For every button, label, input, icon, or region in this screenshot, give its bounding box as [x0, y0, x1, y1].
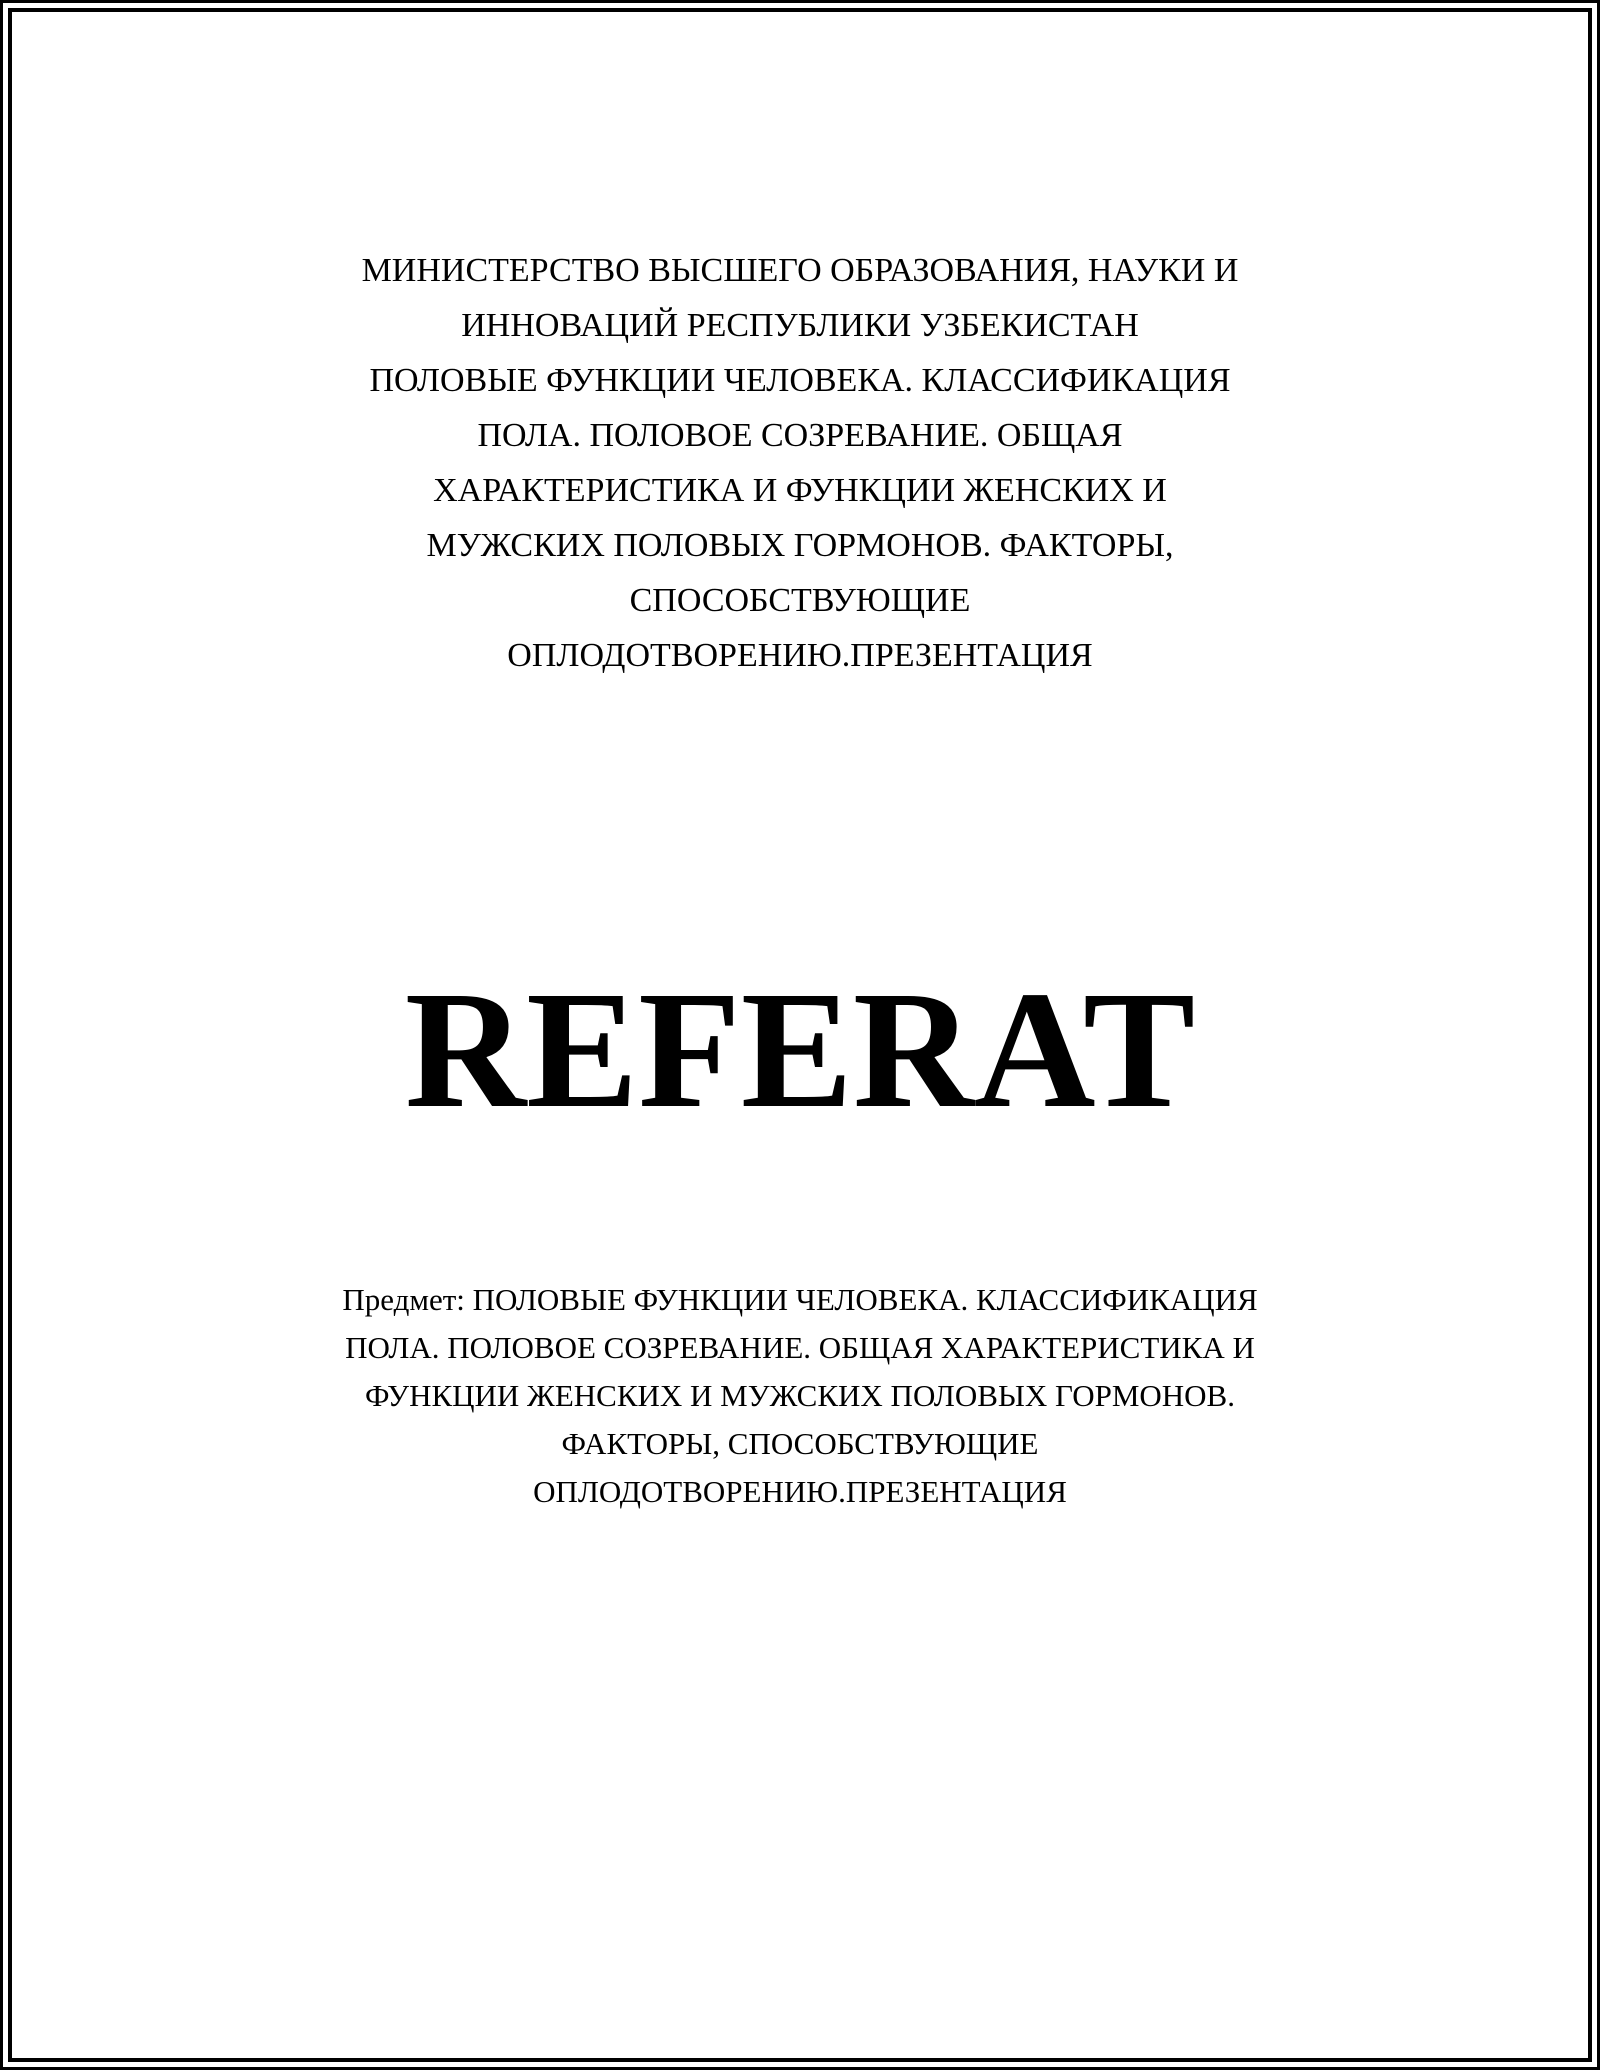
subject-block [0, 1276, 1600, 1516]
subject-line: ПОЛА. ПОЛОВОЕ СОЗРЕВАНИЕ. ОБЩАЯ ХАРАКТЕРИСТИКА И [345, 1330, 1255, 1365]
heading-line: МИНИСТЕРСТВО ВЫСШЕГО ОБРАЗОВАНИЯ, НАУКИ И [361, 252, 1239, 289]
document-title: REFERAT [404, 957, 1196, 1143]
ministry-heading [0, 243, 1600, 683]
heading-line: ОПЛОДОТВОРЕНИЮ.ПРЕЗЕНТАЦИЯ [507, 637, 1093, 674]
subject-line: ФАКТОРЫ, СПОСОБСТВУЮЩИЕ [561, 1426, 1039, 1461]
heading-line: ХАРАКТЕРИСТИКА И ФУНКЦИИ ЖЕНСКИХ И [433, 472, 1167, 509]
heading-line: ИННОВАЦИЙ РЕСПУБЛИКИ УЗБЕКИСТАН [461, 307, 1139, 344]
subject-line: Предмет: ПОЛОВЫЕ ФУНКЦИИ ЧЕЛОВЕКА. КЛАССИФИКАЦИЯ [342, 1282, 1258, 1317]
heading-line: СПОСОБСТВУЮЩИЕ [629, 582, 971, 619]
heading-line: ПОЛА. ПОЛОВОЕ СОЗРЕВАНИЕ. ОБЩАЯ [477, 417, 1123, 454]
heading-line: ПОЛОВЫЕ ФУНКЦИИ ЧЕЛОВЕКА. КЛАССИФИКАЦИЯ [369, 362, 1231, 399]
subject-line: ОПЛОДОТВОРЕНИЮ.ПРЕЗЕНТАЦИЯ [533, 1474, 1067, 1509]
subject-line: ФУНКЦИИ ЖЕНСКИХ И МУЖСКИХ ПОЛОВЫХ ГОРМОНОВ. [365, 1378, 1235, 1413]
heading-line: МУЖСКИХ ПОЛОВЫХ ГОРМОНОВ. ФАКТОРЫ, [426, 527, 1174, 564]
